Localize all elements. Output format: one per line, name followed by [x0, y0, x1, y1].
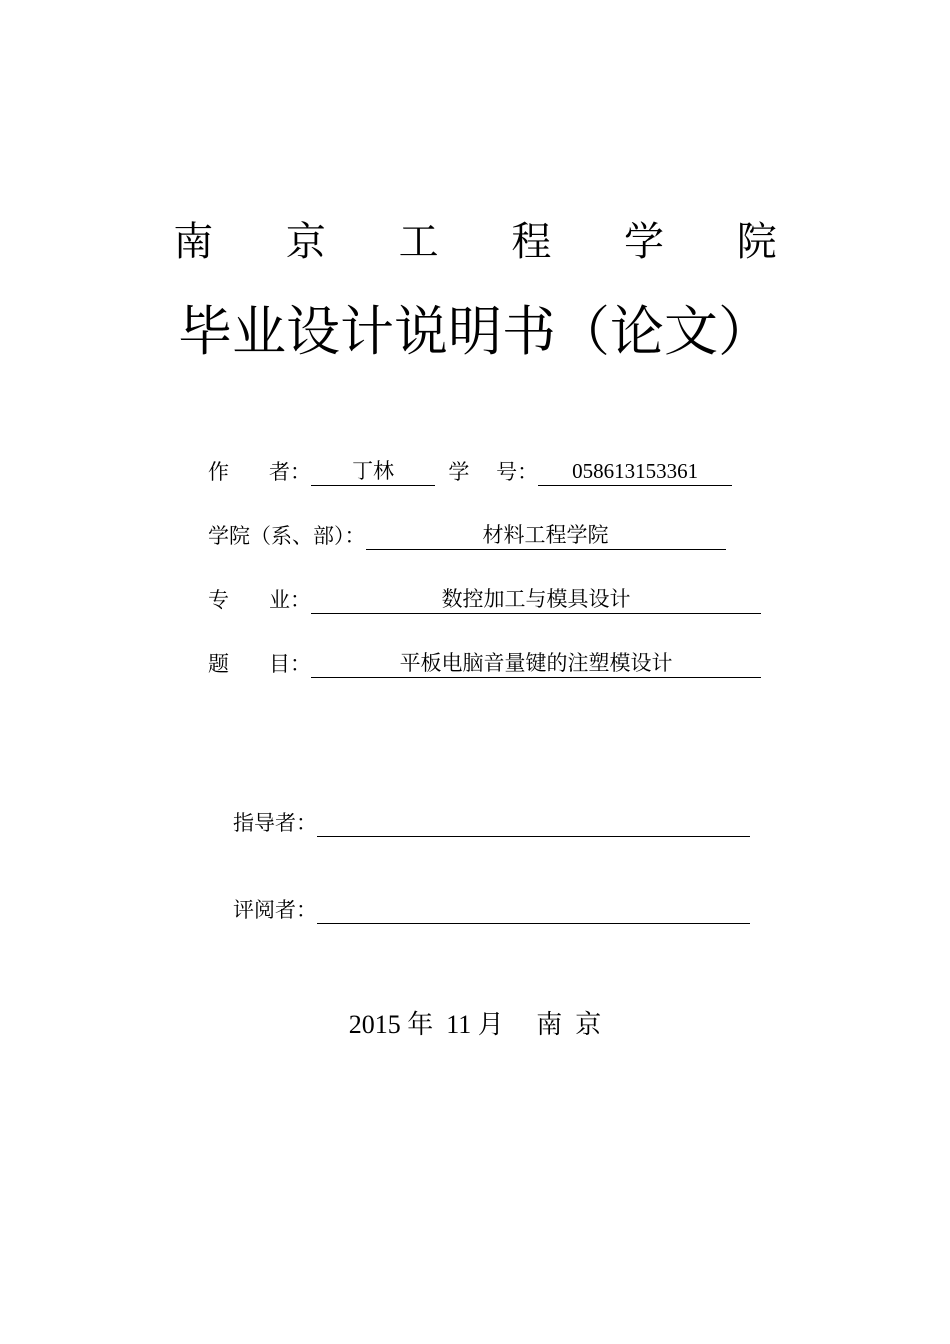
department-row — [208, 516, 726, 550]
department-label: 学院（系、部）： — [208, 524, 366, 548]
reviewer-row — [233, 890, 750, 924]
student-id-label: 学 号： — [435, 460, 539, 484]
author-value: 丁林 — [311, 457, 435, 486]
reviewer-label: 评阅者： — [233, 898, 317, 922]
school-name: 南 京 工 程 学 院 — [173, 219, 807, 265]
student-id-value: 058613153361 — [538, 457, 732, 486]
date-location: 2015 年 11 月 南 京 — [348, 1010, 602, 1039]
advisor-value — [317, 808, 750, 837]
department-value: 材料工程学院 — [366, 521, 726, 550]
major-label: 专 业： — [208, 588, 312, 612]
topic-value: 平板电脑音量键的注塑模设计 — [311, 649, 761, 678]
advisor-label: 指导者： — [233, 811, 317, 835]
reviewer-value — [317, 895, 750, 924]
document-title: 毕业设计说明书（论文） — [178, 300, 772, 363]
major-value: 数控加工与模具设计 — [311, 585, 761, 614]
major-row — [208, 580, 761, 614]
topic-label: 题 目： — [208, 652, 312, 676]
author-label: 作 者： — [208, 460, 312, 484]
advisor-row — [233, 803, 750, 837]
author-id-row — [208, 452, 732, 486]
topic-row — [208, 644, 761, 678]
